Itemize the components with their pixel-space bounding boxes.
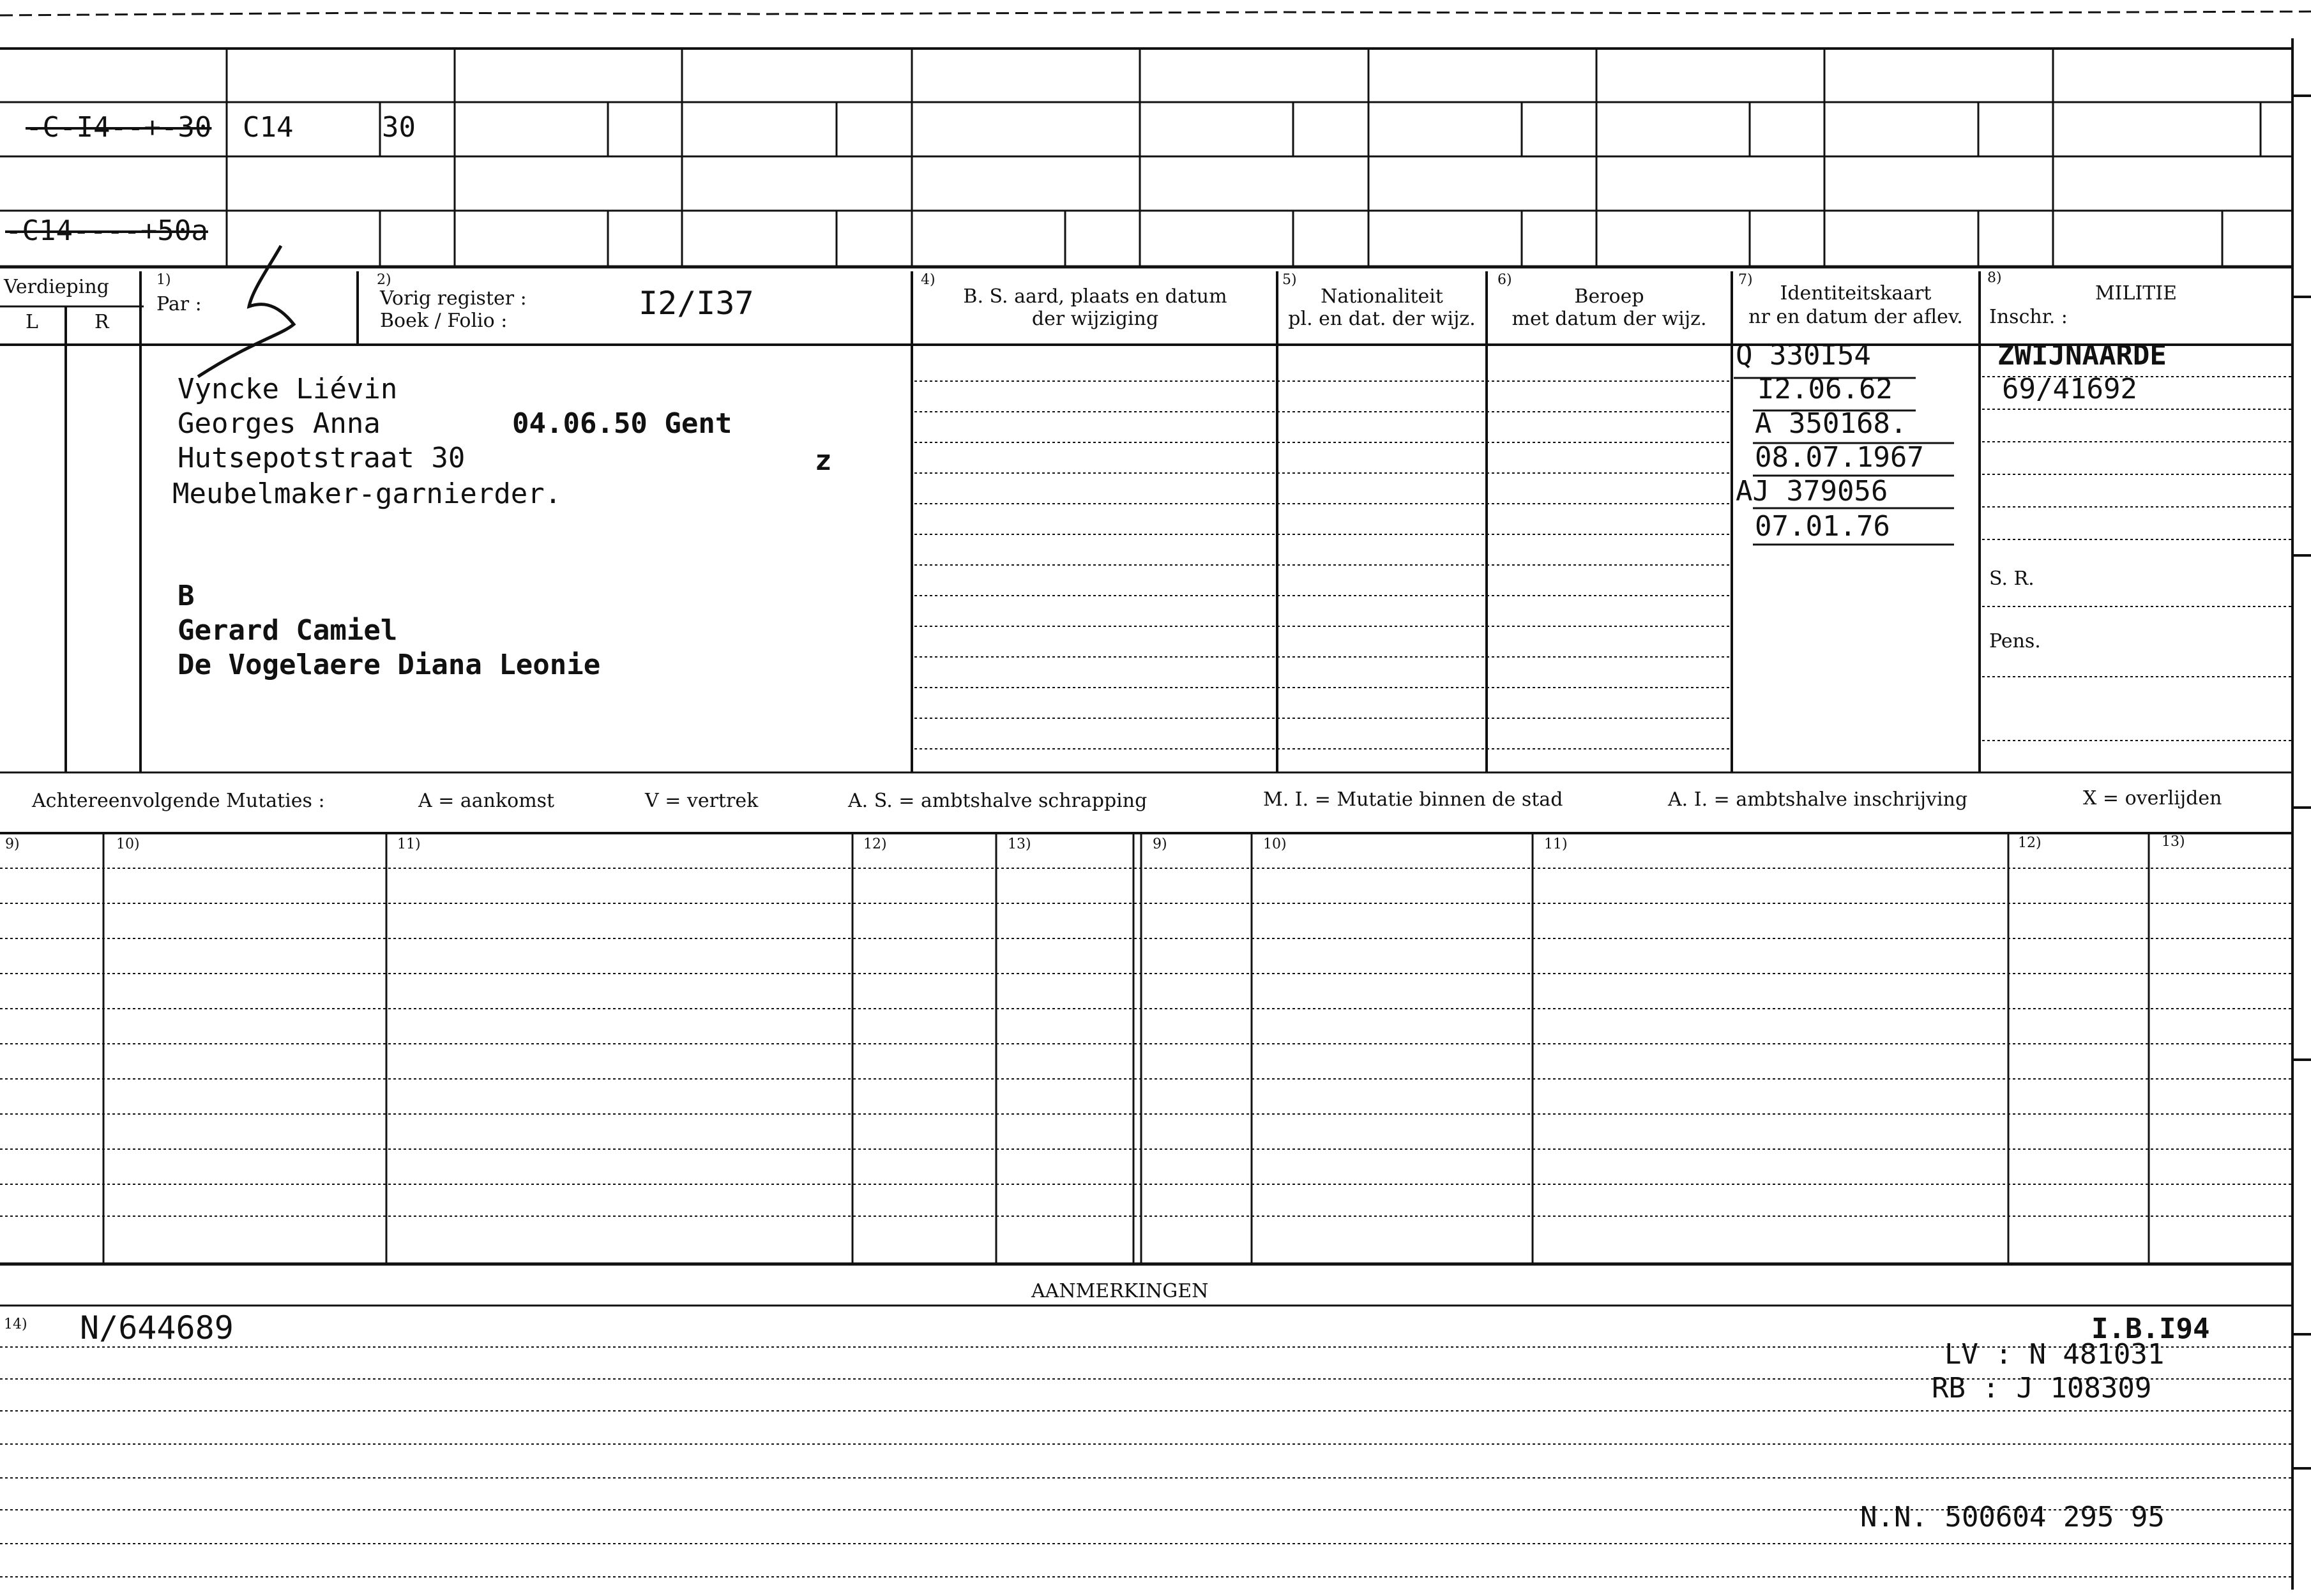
mut-col-13b: 13)	[2162, 834, 2185, 850]
mut-col-10: 10)	[116, 836, 140, 852]
mut-col-9: 9)	[5, 836, 20, 852]
vorig-register-value: I2/I37	[639, 285, 754, 322]
mutatie-ai: A. I. = ambtshalve inschrijving	[1668, 788, 1968, 811]
id-card-date-2: 08.07.1967	[1755, 441, 1924, 474]
id-num: 7)	[1738, 272, 1753, 288]
par-label: Par :	[156, 293, 202, 315]
mut-col-12b: 12)	[2018, 835, 2042, 851]
bs-line2: der wijziging	[1031, 308, 1159, 330]
verdieping-label: Verdieping	[4, 276, 109, 298]
nat-num: 5)	[1282, 272, 1297, 288]
militie-label: MILITIE	[2095, 282, 2178, 305]
number-row1: 30	[382, 111, 416, 144]
aanmerkingen-title: AANMERKINGEN	[1031, 1280, 1209, 1302]
occupation: Meubelmaker-garnierder.	[172, 478, 562, 510]
birth-date-place: 04.06.50 Gent	[512, 407, 732, 440]
mutatie-x: X = overlijden	[2083, 787, 2222, 809]
struck-code-row1: -C-I4--+-30	[26, 111, 212, 144]
b-mark: B	[178, 580, 195, 612]
mutatie-a: A = aankomst	[418, 790, 555, 812]
par-num: 1)	[156, 272, 171, 288]
id-card-1: Q 330I54	[1736, 339, 1871, 372]
sr-label: S. R.	[1989, 568, 2034, 590]
parents-line: Georges Anna	[178, 407, 381, 440]
mut-col-9b: 9)	[1153, 836, 1167, 852]
nat-line1: Nationaliteit	[1321, 285, 1443, 308]
mut-col-10b: 10)	[1263, 836, 1287, 852]
pens-label: Pens.	[1989, 630, 2041, 652]
militia-place: ZWIJNAARDE	[1997, 339, 2167, 372]
nat-line2: pl. en dat. der wijz.	[1288, 308, 1476, 330]
z-mark: z	[815, 444, 832, 477]
struck-code-row2: -C14----+50a	[5, 215, 208, 247]
spouse-mother: De Vogelaere Diana Leonie	[178, 649, 601, 681]
id-card-3: AJ 379056	[1736, 475, 1888, 508]
remarks-rb: RB : J 108309	[1932, 1372, 2152, 1404]
id-card-date-1: I2.06.62	[1757, 373, 1893, 405]
id-card-date-3: 07.01.76	[1755, 510, 1890, 543]
mut-col-11: 11)	[397, 836, 421, 852]
id-line1: Identiteitskaart	[1780, 282, 1932, 305]
bs-line1: B. S. aard, plaats en datum	[963, 285, 1227, 308]
militia-number: 69/41692	[2002, 373, 2137, 405]
beroep-num: 6)	[1497, 272, 1512, 288]
remarks-num: 14)	[4, 1316, 27, 1332]
remarks-code: N/644689	[80, 1309, 234, 1346]
vorig-register-label: Vorig register :	[380, 287, 527, 310]
beroep-line2: met datum der wijz.	[1512, 308, 1707, 330]
mutatie-mi: M. I. = Mutatie binnen de stad	[1263, 788, 1563, 811]
mutaties-title: Achtereenvolgende Mutaties :	[32, 790, 325, 812]
l-label: L	[26, 311, 38, 333]
remarks-lv: LV : N 481031	[1944, 1338, 2165, 1371]
id-line2: nr en datum der aflev.	[1748, 306, 1963, 328]
mutatie-v: V = vertrek	[645, 790, 759, 812]
person-name: Vyncke Liévin	[178, 373, 398, 405]
code-row1: C14	[243, 111, 294, 144]
remarks-nn: N.N. 500604 295 95	[1860, 1501, 2165, 1533]
militie-num: 8)	[1987, 270, 2002, 286]
mut-col-11b: 11)	[1544, 836, 1568, 852]
vorig-num: 2)	[377, 272, 391, 288]
spouse-father: Gerard Camiel	[178, 614, 398, 647]
inschr-label: Inschr. :	[1989, 306, 2068, 328]
beroep-line1: Beroep	[1574, 285, 1644, 308]
boek-folio-label: Boek / Folio :	[380, 310, 508, 332]
id-card-2: A 350168.	[1755, 407, 1907, 440]
mut-col-12: 12)	[863, 836, 887, 852]
remarks-ib: I.B.I94	[2091, 1313, 2210, 1345]
mutatie-as: A. S. = ambtshalve schrapping	[848, 790, 1148, 812]
bs-num: 4)	[921, 272, 936, 288]
address: Hutsepotstraat 30	[178, 442, 466, 474]
r-label: R	[95, 311, 109, 333]
mut-col-13: 13)	[1008, 836, 1031, 852]
